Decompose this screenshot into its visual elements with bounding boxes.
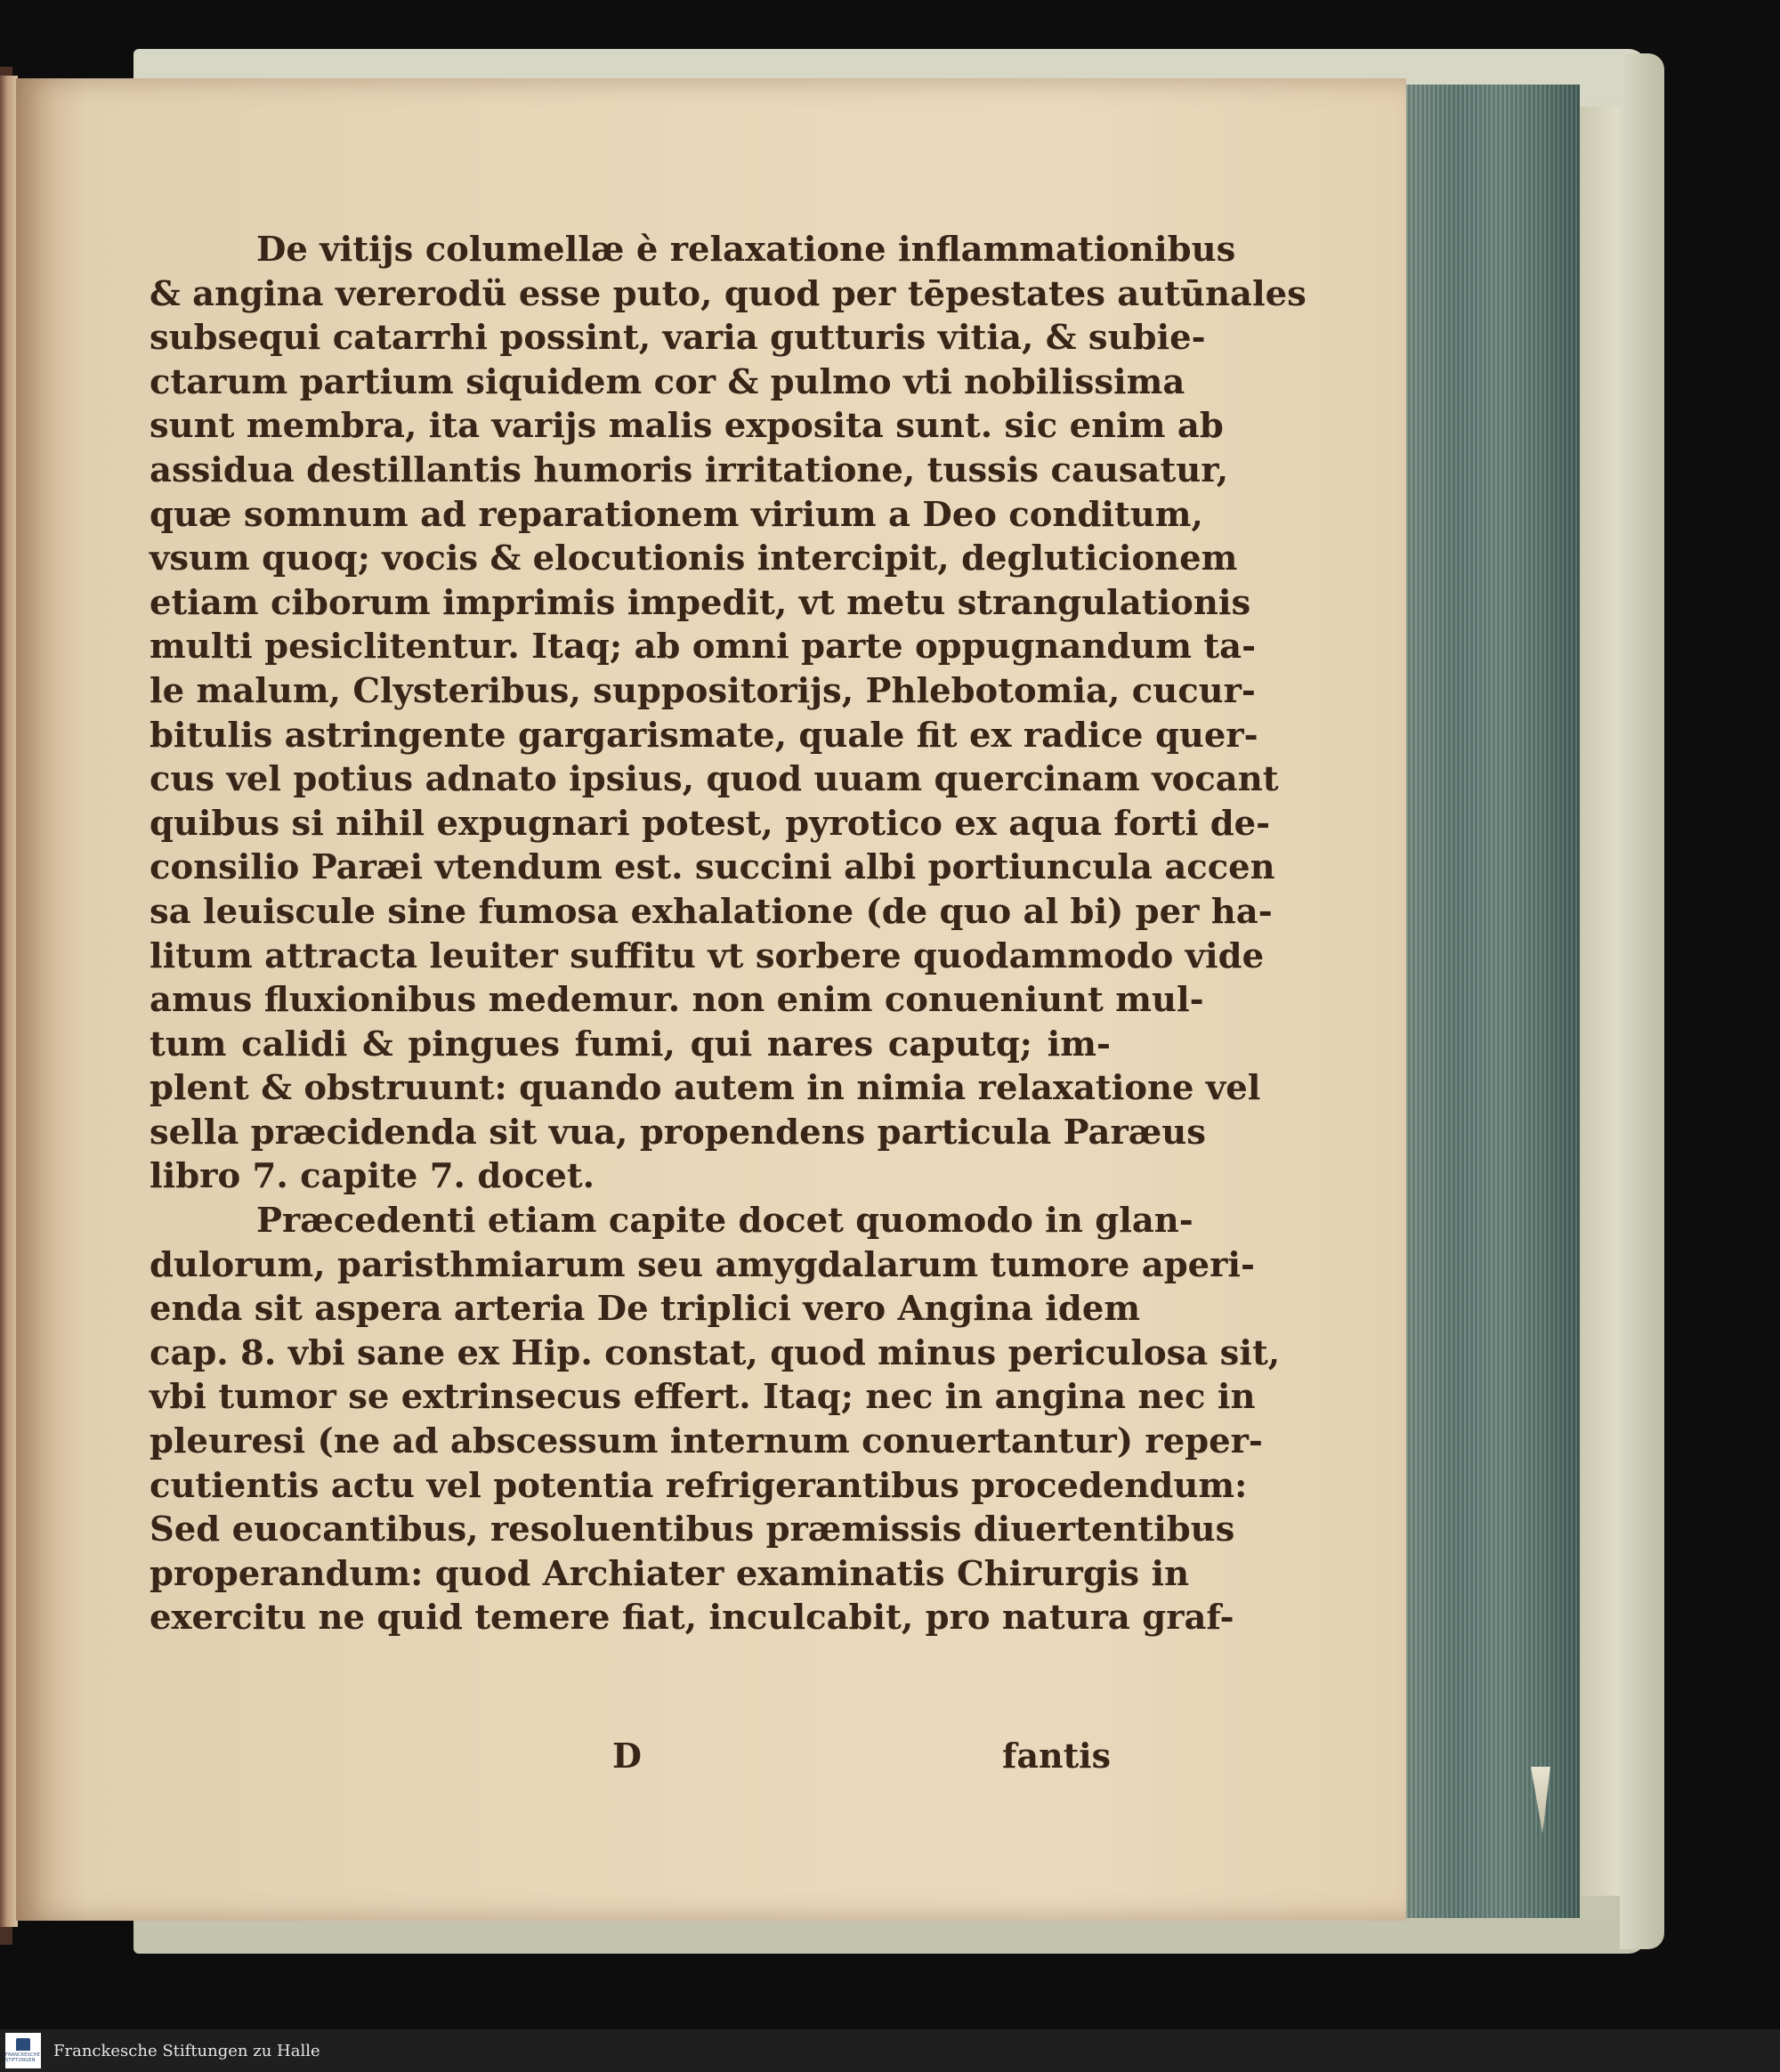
text-line: ctarum partium siquidem cor & pulmo vti nobilissima [150, 361, 1185, 402]
text-line: pleuresi (ne ad abscessum internum conuertantur) reper- [150, 1421, 1263, 1462]
text-line: dulorum, paristhmiarum seu amygdalarum tumore aperi- [150, 1244, 1256, 1285]
text-line: consilio Paræi vtendum est. succini albi portiuncula accen [150, 847, 1275, 888]
text-line: vbi tumor se extrinsecus effert. Itaq; nec in angina nec in [150, 1377, 1256, 1418]
fore-edge [1402, 85, 1580, 1918]
text-line: quæ somnum ad reparationem virium a Deo conditum, [150, 494, 1203, 535]
catchword: fantis [1002, 1736, 1111, 1776]
logo-text: FRANCKESCHE STIFTUNGEN [5, 2052, 41, 2063]
text-line: exercitu ne quid temere fiat, inculcabit, pro natura graf- [150, 1598, 1234, 1639]
institution-logo[interactable] [5, 2033, 41, 2068]
page-text [150, 228, 1307, 1640]
text-line: tum calidi & pingues fumi, qui nares caputq; im- [150, 1024, 1111, 1064]
page-block-edge [1575, 107, 1620, 1896]
text-line: vsum quoq; vocis & elocutionis intercipit, degluticionem [150, 538, 1238, 579]
text-line: libro 7. capite 7. docet. [150, 1156, 595, 1197]
text-line: De vitijs columellæ è relaxatione inflammationibus [256, 230, 1236, 270]
text-line: etiam ciborum imprimis impedit, vt metu strangulationis [150, 582, 1251, 623]
text-line: sa leuiscule sine fumosa exhalatione (de quo al bi) per ha- [150, 891, 1273, 932]
text-line: enda sit aspera arteria De triplici vero Angina idem [150, 1289, 1141, 1330]
text-line: Præcedenti etiam capite docet quomodo in glan- [256, 1201, 1193, 1242]
text-line: cus vel potius adnato ipsius, quod uuam quercinam vocant [150, 759, 1279, 800]
text-line: amus fluxionibus medemur. non enim conueniunt mul- [150, 980, 1204, 1021]
text-line: cutientis actu vel potentia refrigerantibus procedendum: [150, 1465, 1248, 1506]
text-line: multi pesiclitentur. Itaq; ab omni parte oppugnandum ta- [150, 627, 1257, 668]
text-line: sunt membra, ita varijs malis exposita sunt. sic enim ab [150, 406, 1224, 447]
viewer-footer [0, 2029, 1780, 2072]
text-line: properandum: quod Archiater examinatis Chirurgis in [150, 1553, 1190, 1594]
text-line: sella præcidenda sit vua, propendens particula Paræus [150, 1112, 1206, 1153]
text-line: le malum, Clysteribus, suppositorijs, Phlebotomia, cucur- [150, 670, 1256, 711]
text-line: Sed euocantibus, resoluentibus præmissis diuertentibus [150, 1509, 1235, 1550]
recto-page [16, 78, 1406, 1921]
text-line: subsequi catarrhi possint, varia gutturis vitia, & subie- [150, 318, 1206, 359]
text-line: bitulis astringente gargarismate, quale fit ex radice quer- [150, 715, 1258, 756]
institution-name: Franckesche Stiftungen zu Halle [53, 2041, 320, 2060]
verso-page-edge [0, 76, 18, 1927]
page-footer [150, 1736, 1111, 1780]
text-line: cap. 8. vbi sane ex Hip. constat, quod minus periculosa sit, [150, 1332, 1281, 1373]
text-line: litum attracta leuiter suffitu vt sorbere quodammodo vide [150, 935, 1265, 976]
text-line: assidua destillantis humoris irritatione, tussis causatur, [150, 449, 1229, 490]
signature-mark: D [612, 1736, 642, 1776]
text-line: quibus si nihil expugnari potest, pyrotico ex aqua forti de- [150, 803, 1271, 844]
text-line: & angina vererodü esse puto, quod per tēpestates autūnales [150, 273, 1307, 314]
text-line: plent & obstruunt: quando autem in nimia relaxatione vel [150, 1068, 1261, 1109]
cover-edge [1620, 53, 1664, 1949]
logo-icon [16, 2038, 30, 2051]
